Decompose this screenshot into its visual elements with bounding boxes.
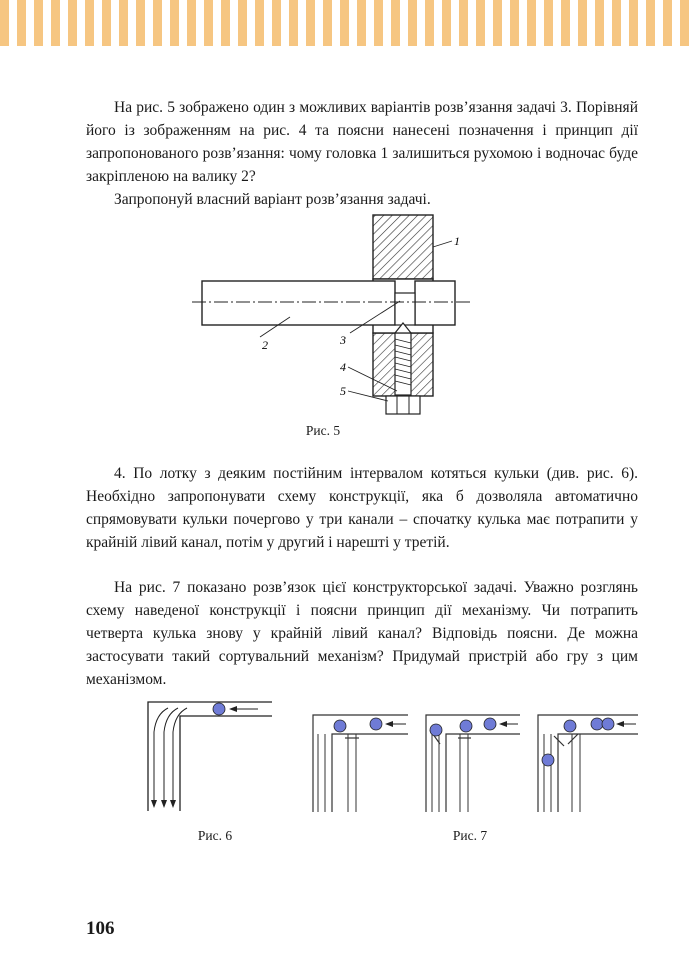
label-1: 1 (454, 234, 460, 248)
label-3: 3 (340, 333, 346, 347)
label-4: 4 (340, 360, 346, 374)
screw-4 (395, 323, 411, 395)
nut-5 (386, 396, 420, 414)
figure-7-panel-3 (538, 715, 638, 812)
figure-7-panel-1 (313, 715, 408, 812)
top-stripe-decoration (0, 0, 690, 46)
paragraph-own-solution: Запропонуй власний варіант розв’язання задачі. (114, 191, 431, 208)
head-block-upper (373, 215, 433, 279)
page-number: 106 (86, 918, 115, 939)
figure-7-diagram (308, 710, 643, 815)
shaft-groove (395, 293, 415, 325)
figure-6-caption: Рис. 6 (197, 828, 233, 843)
figure-7-panel-2 (426, 715, 520, 812)
shaft-end (415, 281, 455, 325)
figure-6-diagram (140, 696, 290, 816)
paragraph-task4-description: 4. По лотку з деяким постійним інтервалом котяться кульки (див. рис. 6). Необхідно запропонувати схему конструкції, яка б дозволяла автоматично спрямовувати кульки почергово у три канали – спочатку кулька має потрапити у крайній лівий канал, потім у другий і нарешті у третій. (86, 465, 638, 551)
label-5: 5 (340, 384, 346, 398)
shaft-2 (202, 281, 395, 325)
paragraph-task3-description: На рис. 5 зображено один з можливих варіантів розв’язання задачі 3. Порівняй його із зображенням на рис. 4 та поясни нанесені позначення і принцип дії запропонованого розв’язання: чому головка 1 залишиться рухомою і водночас буде закріпленою на валику 2? (86, 99, 638, 185)
paragraph-figure7-explanation: На рис. 7 показано розв’язок цієї конструкторської задачі. Уважно розглянь схему наведеної конструкції і поясни принцип дії механізму. Чи потрапить четверта кулька знову у крайній лівий канал? Відповідь поясни. Де можна застосувати такий сортувальний механізм? Придумай пристрій або гру з цим механізмом. (86, 579, 638, 688)
label-2: 2 (262, 338, 268, 352)
figure-7-caption: Рис. 7 (452, 828, 488, 843)
figure-5-diagram (190, 205, 480, 420)
figure-5-caption: Рис. 5 (305, 423, 341, 438)
ball (213, 703, 225, 715)
